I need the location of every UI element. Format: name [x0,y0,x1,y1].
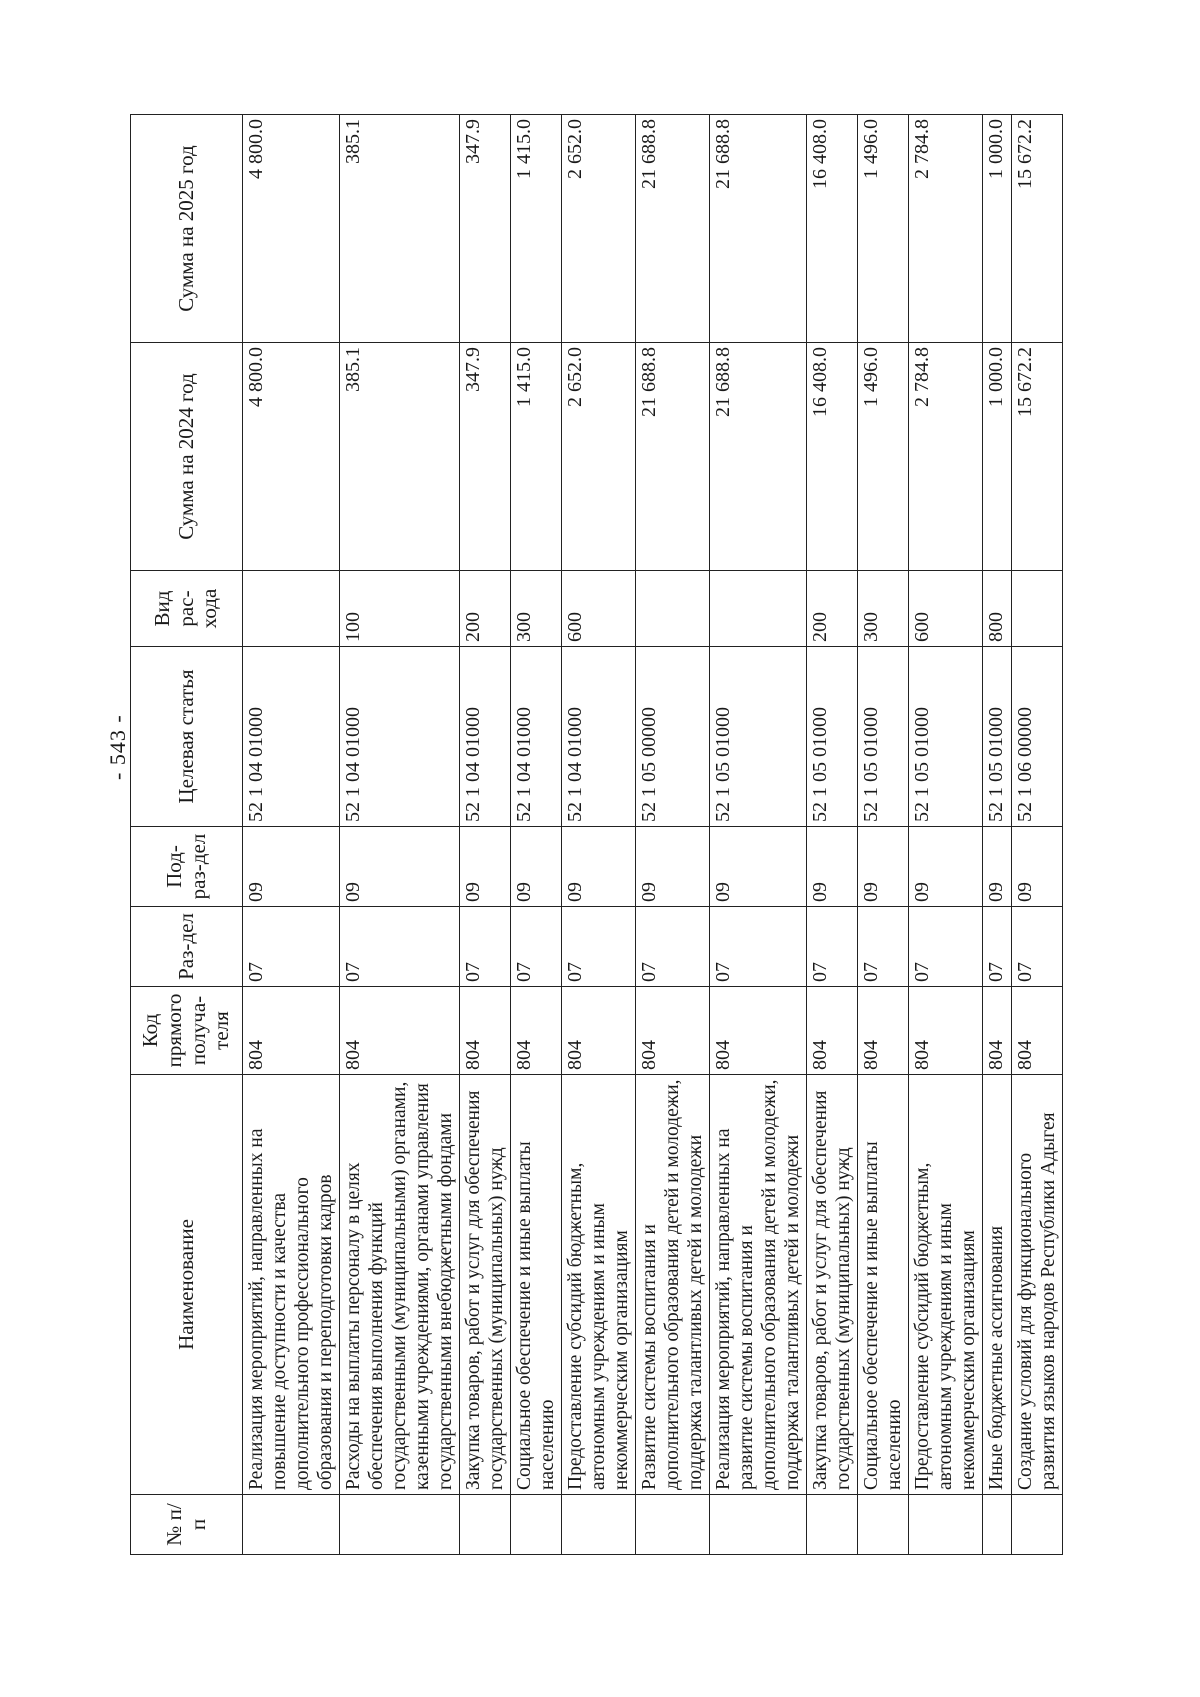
row-target-article: 52 1 04 01000 [340,647,460,827]
table-row [511,115,562,1555]
row-target-article: 52 1 06 00000 [1011,647,1062,827]
budget-table [130,114,1063,1555]
row-target-article: 52 1 05 01000 [807,647,858,827]
header-expense-type: Вид рас-хода [131,571,243,647]
row-name: Социальное обеспечение и иные выплаты населению [511,1075,562,1495]
row-sum-2024: 15 672.2 [1011,343,1062,571]
header-name: Наименование [131,1075,243,1495]
rotated-budget-sheet [130,115,1059,1555]
row-index [562,1495,636,1555]
row-sum-2024: 1 415.0 [511,343,562,571]
row-subsection: 09 [562,827,636,907]
row-expense-type: 300 [511,571,562,647]
row-name: Закупка товаров, работ и услуг для обеспечения государственных (муниципальных) нужд [807,1075,858,1495]
header-recipient-code: Код прямого получа-теля [131,987,243,1075]
row-sum-2024: 21 688.8 [636,343,710,571]
row-name: Иные бюджетные ассигнования [983,1075,1012,1495]
row-expense-type [243,571,340,647]
row-sum-2025: 4 800.0 [243,115,340,343]
row-target-article: 52 1 04 01000 [511,647,562,827]
header-index: № п/п [131,1495,243,1555]
table-header-row [131,115,243,1555]
row-name: Реализация мероприятий, направленных на повышение доступности и качества дополнительного профессионального образования и переподготовки кадров [243,1075,340,1495]
row-expense-type: 800 [983,571,1012,647]
row-section: 07 [710,907,807,987]
row-section: 07 [1011,907,1062,987]
row-sum-2025: 15 672.2 [1011,115,1062,343]
row-section: 07 [636,907,710,987]
table-row [909,115,983,1555]
row-sum-2024: 2 652.0 [562,343,636,571]
table-row [243,115,340,1555]
row-target-article: 52 1 05 01000 [983,647,1012,827]
row-sum-2025: 1 000.0 [983,115,1012,343]
row-subsection: 09 [340,827,460,907]
row-index [511,1495,562,1555]
row-expense-type: 100 [340,571,460,647]
row-expense-type: 300 [858,571,909,647]
row-target-article: 52 1 04 01000 [243,647,340,827]
row-sum-2024: 21 688.8 [710,343,807,571]
page-number: - 543 - [105,714,130,780]
row-index [983,1495,1012,1555]
row-section: 07 [511,907,562,987]
row-name: Реализация мероприятий, направленных на развитие системы воспитания и дополнительного образования детей и молодежи, поддержка талантливых детей и молодежи [710,1075,807,1495]
row-recipient-code: 804 [243,987,340,1075]
row-recipient-code: 804 [460,987,511,1075]
row-name: Расходы на выплаты персоналу в целях обеспечения выполнения функций государственными (муниципальными) органами, казенными учреждениями, органами управления государственными внебюджетными фондами [340,1075,460,1495]
row-section: 07 [460,907,511,987]
row-sum-2024: 385.1 [340,343,460,571]
row-sum-2025: 16 408.0 [807,115,858,343]
table-row [983,115,1012,1555]
table-row [562,115,636,1555]
row-sum-2024: 1 496.0 [858,343,909,571]
row-section: 07 [807,907,858,987]
row-name: Закупка товаров, работ и услуг для обеспечения государственных (муниципальных) нужд [460,1075,511,1495]
row-subsection: 09 [858,827,909,907]
row-index [710,1495,807,1555]
row-name: Социальное обеспечение и иные выплаты населению [858,1075,909,1495]
row-index [858,1495,909,1555]
row-sum-2025: 1 415.0 [511,115,562,343]
row-recipient-code: 804 [909,987,983,1075]
row-section: 07 [340,907,460,987]
table-row [460,115,511,1555]
row-name: Предоставление субсидий бюджетным, автономным учреждениям и иным некоммерческим организациям [909,1075,983,1495]
row-name: Предоставление субсидий бюджетным, автономным учреждениям и иным некоммерческим организациям [562,1075,636,1495]
table-row [1011,115,1062,1555]
table-row [636,115,710,1555]
row-subsection: 09 [909,827,983,907]
header-sum-2024: Сумма на 2024 год [131,343,243,571]
row-sum-2024: 4 800.0 [243,343,340,571]
row-subsection: 09 [710,827,807,907]
row-sum-2025: 2 784.8 [909,115,983,343]
row-recipient-code: 804 [807,987,858,1075]
row-index [909,1495,983,1555]
row-name: Развитие системы воспитания и дополнительного образования детей и молодежи, поддержка талантливых детей и молодежи [636,1075,710,1495]
row-subsection: 09 [243,827,340,907]
table-row [340,115,460,1555]
row-sum-2024: 1 000.0 [983,343,1012,571]
row-index [460,1495,511,1555]
row-recipient-code: 804 [710,987,807,1075]
header-subsection: Под-раз-дел [131,827,243,907]
row-expense-type: 200 [807,571,858,647]
row-target-article: 52 1 05 01000 [710,647,807,827]
row-subsection: 09 [983,827,1012,907]
row-subsection: 09 [807,827,858,907]
row-name: Создание условий для функционального развития языков народов Республики Адыгея [1011,1075,1062,1495]
table-row [858,115,909,1555]
row-index [1011,1495,1062,1555]
row-sum-2025: 21 688.8 [636,115,710,343]
row-sum-2025: 347.9 [460,115,511,343]
row-section: 07 [983,907,1012,987]
row-expense-type: 600 [909,571,983,647]
row-index [243,1495,340,1555]
row-section: 07 [243,907,340,987]
row-expense-type: 200 [460,571,511,647]
row-sum-2025: 385.1 [340,115,460,343]
row-target-article: 52 1 04 01000 [460,647,511,827]
row-sum-2024: 16 408.0 [807,343,858,571]
row-subsection: 09 [1011,827,1062,907]
row-recipient-code: 804 [1011,987,1062,1075]
header-section: Раз-дел [131,907,243,987]
row-target-article: 52 1 05 00000 [636,647,710,827]
table-row [807,115,858,1555]
row-section: 07 [562,907,636,987]
row-target-article: 52 1 04 01000 [562,647,636,827]
row-sum-2024: 347.9 [460,343,511,571]
row-recipient-code: 804 [983,987,1012,1075]
row-index [340,1495,460,1555]
row-recipient-code: 804 [562,987,636,1075]
row-recipient-code: 804 [636,987,710,1075]
row-recipient-code: 804 [340,987,460,1075]
row-expense-type [1011,571,1062,647]
row-subsection: 09 [460,827,511,907]
header-sum-2025: Сумма на 2025 год [131,115,243,343]
row-index [636,1495,710,1555]
header-target-article: Целевая статья [131,647,243,827]
row-recipient-code: 804 [511,987,562,1075]
row-index [807,1495,858,1555]
row-subsection: 09 [636,827,710,907]
row-expense-type [636,571,710,647]
row-section: 07 [858,907,909,987]
row-expense-type [710,571,807,647]
row-target-article: 52 1 05 01000 [909,647,983,827]
row-subsection: 09 [511,827,562,907]
table-row [710,115,807,1555]
row-sum-2025: 2 652.0 [562,115,636,343]
row-target-article: 52 1 05 01000 [858,647,909,827]
table-body [243,115,1063,1555]
row-expense-type: 600 [562,571,636,647]
row-section: 07 [909,907,983,987]
row-sum-2025: 21 688.8 [710,115,807,343]
row-sum-2024: 2 784.8 [909,343,983,571]
row-recipient-code: 804 [858,987,909,1075]
row-sum-2025: 1 496.0 [858,115,909,343]
